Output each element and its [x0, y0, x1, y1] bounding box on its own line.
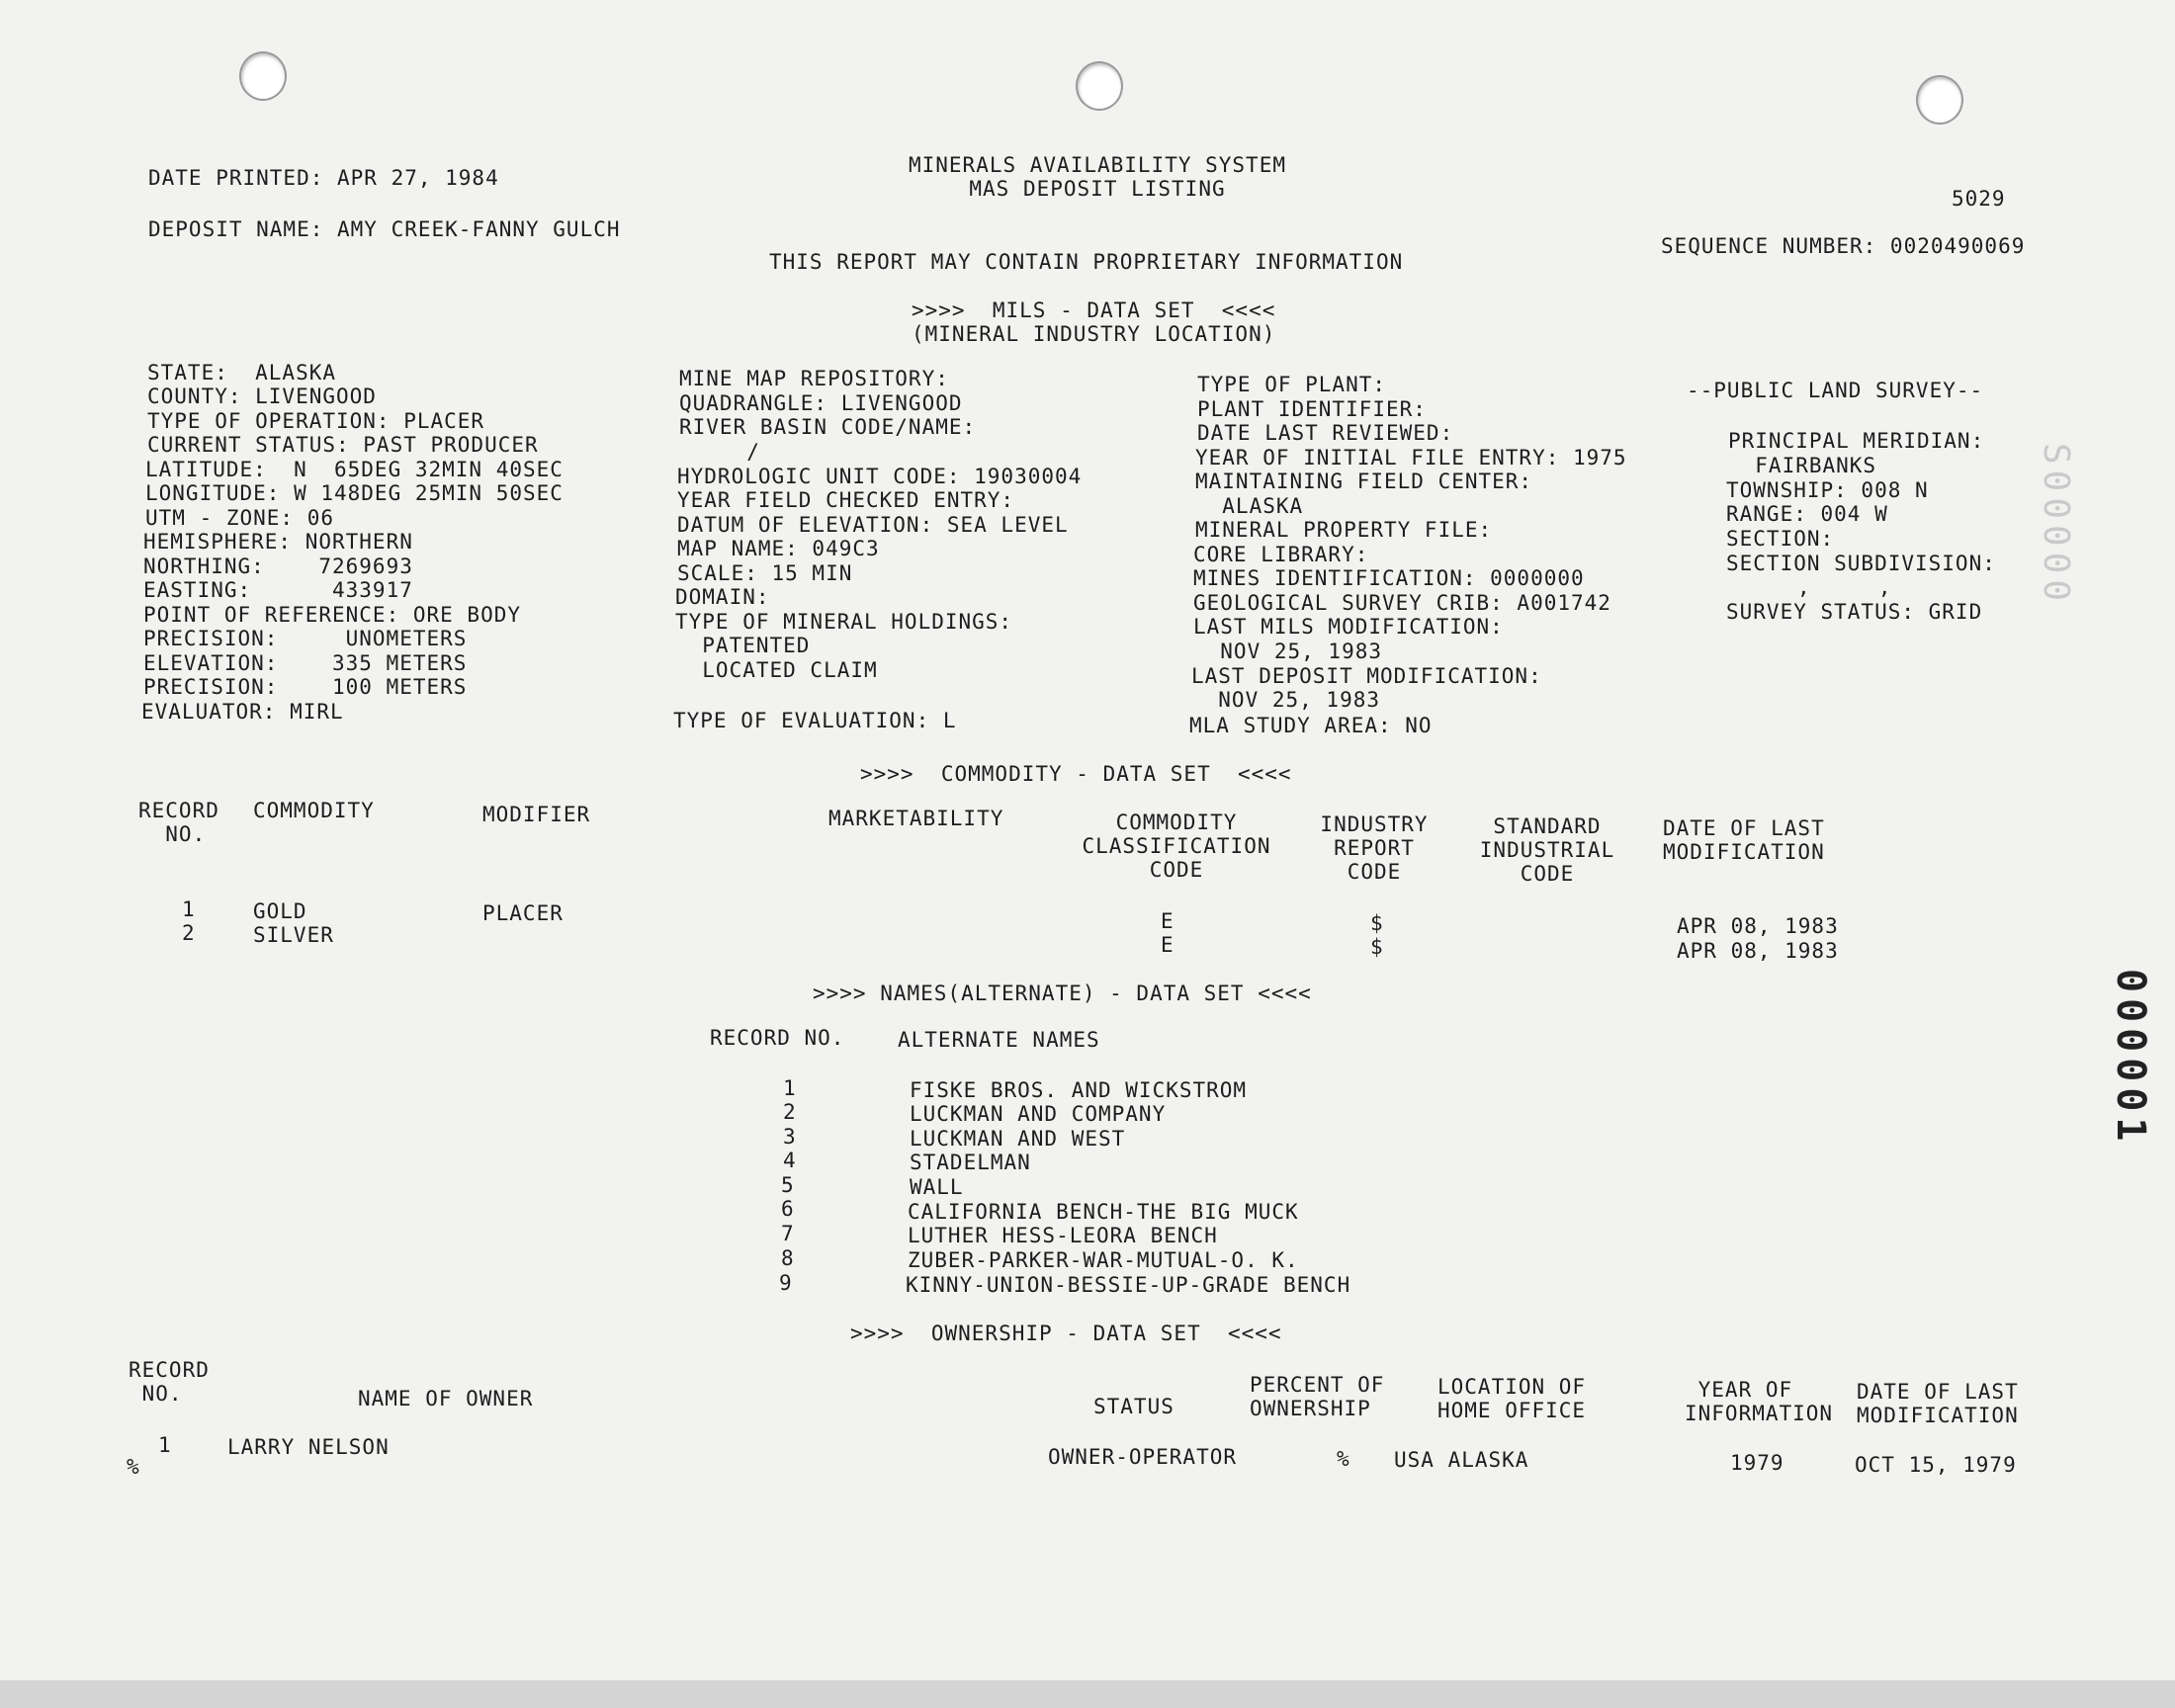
last-deposit-modification-field: LAST DEPOSIT MODIFICATION:	[1191, 664, 1542, 688]
system-title: MINERALS AVAILABILITY SYSTEM	[908, 153, 1286, 177]
commodity-record-no: 1	[182, 897, 196, 921]
commodity-name: GOLD	[253, 899, 307, 923]
ownership-col-location: LOCATION OF HOME OFFICE	[1437, 1375, 1587, 1422]
alternate-name: LUCKMAN AND WEST	[910, 1127, 1126, 1151]
commodity-col-classification: COMMODITY CLASSIFICATION CODE	[1082, 811, 1271, 882]
owner-status: OWNER-OPERATOR	[1048, 1445, 1238, 1469]
mineral-holdings-field: TYPE OF MINERAL HOLDINGS:	[675, 610, 1013, 634]
plant-identifier-field: PLANT IDENTIFIER:	[1197, 397, 1427, 421]
commodity-col-marketability: MARKETABILITY	[828, 807, 1004, 830]
domain-field: DOMAIN:	[675, 585, 770, 609]
commodity-col-record-no: RECORD NO.	[138, 799, 219, 846]
names-col-record-no: RECORD NO.	[710, 1026, 845, 1050]
public-land-survey-heading: --PUBLIC LAND SURVEY--	[1687, 379, 1984, 402]
hydrologic-unit-field: HYDROLOGIC UNIT CODE: 19030004	[677, 465, 1083, 488]
ownership-col-owner: NAME OF OWNER	[358, 1387, 534, 1410]
current-status-field: CURRENT STATUS: PAST PRODUCER	[147, 433, 539, 457]
northing-field: NORTHING: 7269693	[143, 555, 413, 578]
type-of-operation-field: TYPE OF OPERATION: PLACER	[147, 409, 485, 433]
section-field: SECTION:	[1726, 527, 1835, 551]
commodity-heading: >>>> COMMODITY - DATA SET <<<<	[860, 762, 1292, 786]
sequence-number: SEQUENCE NUMBER: 0020490069	[1661, 234, 2026, 258]
alternate-name: ZUBER-PARKER-WAR-MUTUAL-O. K.	[908, 1248, 1299, 1272]
punch-hole-left	[239, 51, 287, 101]
alternate-name: FISKE BROS. AND WICKSTROM	[910, 1078, 1248, 1102]
owner-percent: %	[1337, 1447, 1350, 1471]
alternate-name: LUTHER HESS-LEORA BENCH	[908, 1224, 1218, 1247]
name-record-no: 1	[783, 1076, 797, 1100]
owner-year: 1979	[1730, 1451, 1784, 1475]
page-code: 5029	[1952, 187, 2006, 211]
holding-located-claim: LOCATED CLAIM	[675, 658, 878, 682]
evaluator-field: EVALUATOR: MIRL	[141, 700, 344, 724]
commodity-record-no: 2	[182, 921, 196, 945]
maintaining-field-center-field: MAINTAINING FIELD CENTER:	[1195, 470, 1533, 493]
bottom-scan-edge	[0, 1680, 2175, 1708]
type-of-evaluation-field: TYPE OF EVALUATION: L	[673, 709, 957, 732]
names-col-alternate-names: ALTERNATE NAMES	[898, 1028, 1100, 1052]
commodity-class-code: E	[1161, 909, 1174, 933]
alternate-name: STADELMAN	[910, 1151, 1031, 1174]
last-mils-modification-field: LAST MILS MODIFICATION:	[1193, 615, 1504, 639]
commodity-col-industry-code: INDUSTRY REPORT CODE	[1320, 812, 1429, 884]
easting-field: EASTING: 433917	[143, 578, 413, 602]
longitude-field: LONGITUDE: W 148DEG 25MIN 50SEC	[145, 481, 564, 505]
date-printed: DATE PRINTED: APR 27, 1984	[148, 166, 499, 190]
point-of-reference-field: POINT OF REFERENCE: ORE BODY	[143, 603, 522, 627]
ownership-col-status: STATUS	[1093, 1395, 1174, 1418]
last-deposit-modification-value: NOV 25, 1983	[1191, 688, 1381, 712]
ownership-col-year: YEAR OF INFORMATION	[1685, 1378, 1834, 1425]
owner-percent-mark: %	[127, 1455, 140, 1479]
state-field: STATE: ALASKA	[147, 361, 337, 384]
name-record-no: 5	[781, 1173, 795, 1197]
alternate-name: WALL	[910, 1175, 964, 1199]
punch-hole-right	[1916, 75, 1963, 125]
commodity-industry-code: $	[1370, 911, 1384, 935]
precision-field: PRECISION: UNOMETERS	[143, 627, 468, 650]
names-heading: >>>> NAMES(ALTERNATE) - DATA SET <<<<	[813, 982, 1312, 1005]
name-record-no: 9	[779, 1271, 793, 1295]
mineral-property-file-field: MINERAL PROPERTY FILE:	[1195, 518, 1493, 542]
holding-patented: PATENTED	[675, 634, 811, 657]
ownership-col-last-modification: DATE OF LAST MODIFICATION	[1857, 1380, 2019, 1427]
survey-status-field: SURVEY STATUS: GRID	[1726, 600, 1983, 624]
owner-name: LARRY NELSON	[227, 1435, 390, 1459]
commodity-name: SILVER	[253, 923, 334, 947]
mla-study-area-field: MLA STUDY AREA: NO	[1189, 714, 1433, 737]
township-field: TOWNSHIP: 008 N	[1726, 478, 1929, 502]
name-record-no: 3	[783, 1125, 797, 1149]
field-center-value: ALASKA	[1195, 494, 1304, 518]
section-subdivision-field: SECTION SUBDIVISION:	[1726, 552, 1996, 575]
owner-record-no: 1	[158, 1433, 172, 1457]
mine-map-repository-field: MINE MAP REPOSITORY:	[679, 367, 949, 390]
deposit-name: DEPOSIT NAME: AMY CREEK-FANNY GULCH	[148, 217, 621, 241]
principal-meridian-value: FAIRBANKS	[1728, 454, 1877, 477]
elevation-precision-field: PRECISION: 100 METERS	[143, 675, 468, 699]
quadrangle-field: QUADRANGLE: LIVENGOOD	[679, 391, 963, 415]
commodity-industry-code: $	[1370, 935, 1384, 959]
ownership-col-record-no: RECORD NO.	[129, 1358, 210, 1406]
last-mils-modification-value: NOV 25, 1983	[1193, 640, 1383, 663]
margin-stamp: 000001	[2108, 969, 2153, 1148]
commodity-col-last-modification: DATE OF LAST MODIFICATION	[1663, 816, 1825, 864]
county-field: COUNTY: LIVENGOOD	[147, 384, 377, 408]
ownership-col-percent: PERCENT OF OWNERSHIP	[1250, 1373, 1385, 1420]
name-record-no: 7	[781, 1222, 795, 1245]
mils-heading: >>>> MILS - DATA SET <<<<	[912, 299, 1276, 322]
margin-faint-stamp: S00000	[2036, 443, 2076, 608]
commodity-modifier: PLACER	[482, 901, 564, 925]
date-last-reviewed-field: DATE LAST REVIEWED:	[1197, 421, 1454, 445]
commodity-col-sic: STANDARD INDUSTRIAL CODE	[1479, 814, 1615, 886]
section-subdivision-commas: , ,	[1797, 575, 1892, 599]
year-field-checked-field: YEAR FIELD CHECKED ENTRY:	[677, 488, 1015, 512]
punch-hole-center	[1076, 61, 1123, 111]
range-field: RANGE: 004 W	[1726, 502, 1888, 526]
owner-home-office: USA ALASKA	[1394, 1448, 1529, 1472]
name-record-no: 2	[783, 1100, 797, 1124]
commodity-col-commodity: COMMODITY	[253, 799, 375, 822]
river-basin-value: /	[679, 440, 760, 464]
elevation-field: ELEVATION: 335 METERS	[143, 651, 468, 675]
name-record-no: 4	[783, 1149, 797, 1172]
commodity-last-modification: APR 08, 1983	[1677, 939, 1839, 963]
core-library-field: CORE LIBRARY:	[1193, 543, 1369, 566]
commodity-col-modifier: MODIFIER	[482, 803, 591, 826]
datum-of-elevation-field: DATUM OF ELEVATION: SEA LEVEL	[677, 513, 1069, 537]
mines-identification-field: MINES IDENTIFICATION: 0000000	[1193, 566, 1585, 590]
river-basin-field: RIVER BASIN CODE/NAME:	[679, 415, 977, 439]
listing-title: MAS DEPOSIT LISTING	[969, 177, 1226, 201]
map-name-field: MAP NAME: 049C3	[677, 537, 880, 560]
geological-survey-crib-field: GEOLOGICAL SURVEY CRIB: A001742	[1193, 591, 1611, 615]
proprietary-note: THIS REPORT MAY CONTAIN PROPRIETARY INFORMATION	[769, 250, 1404, 274]
owner-last-modification: OCT 15, 1979	[1855, 1453, 2017, 1477]
commodity-last-modification: APR 08, 1983	[1677, 914, 1839, 938]
hemisphere-field: HEMISPHERE: NORTHERN	[143, 530, 413, 554]
initial-file-entry-field: YEAR OF INITIAL FILE ENTRY: 1975	[1195, 446, 1627, 470]
principal-meridian-field: PRINCIPAL MERIDIAN:	[1728, 429, 1985, 453]
scale-field: SCALE: 15 MIN	[677, 561, 853, 585]
alternate-name: KINNY-UNION-BESSIE-UP-GRADE BENCH	[906, 1273, 1351, 1297]
type-of-plant-field: TYPE OF PLANT:	[1197, 373, 1387, 396]
name-record-no: 6	[781, 1197, 795, 1221]
ownership-heading: >>>> OWNERSHIP - DATA SET <<<<	[850, 1322, 1282, 1345]
alternate-name: CALIFORNIA BENCH-THE BIG MUCK	[908, 1200, 1299, 1224]
name-record-no: 8	[781, 1246, 795, 1270]
alternate-name: LUCKMAN AND COMPANY	[910, 1102, 1167, 1126]
commodity-class-code: E	[1161, 933, 1174, 957]
latitude-field: LATITUDE: N 65DEG 32MIN 40SEC	[145, 458, 564, 481]
mils-subheading: (MINERAL INDUSTRY LOCATION)	[912, 322, 1276, 346]
utm-zone-field: UTM - ZONE: 06	[145, 506, 335, 530]
